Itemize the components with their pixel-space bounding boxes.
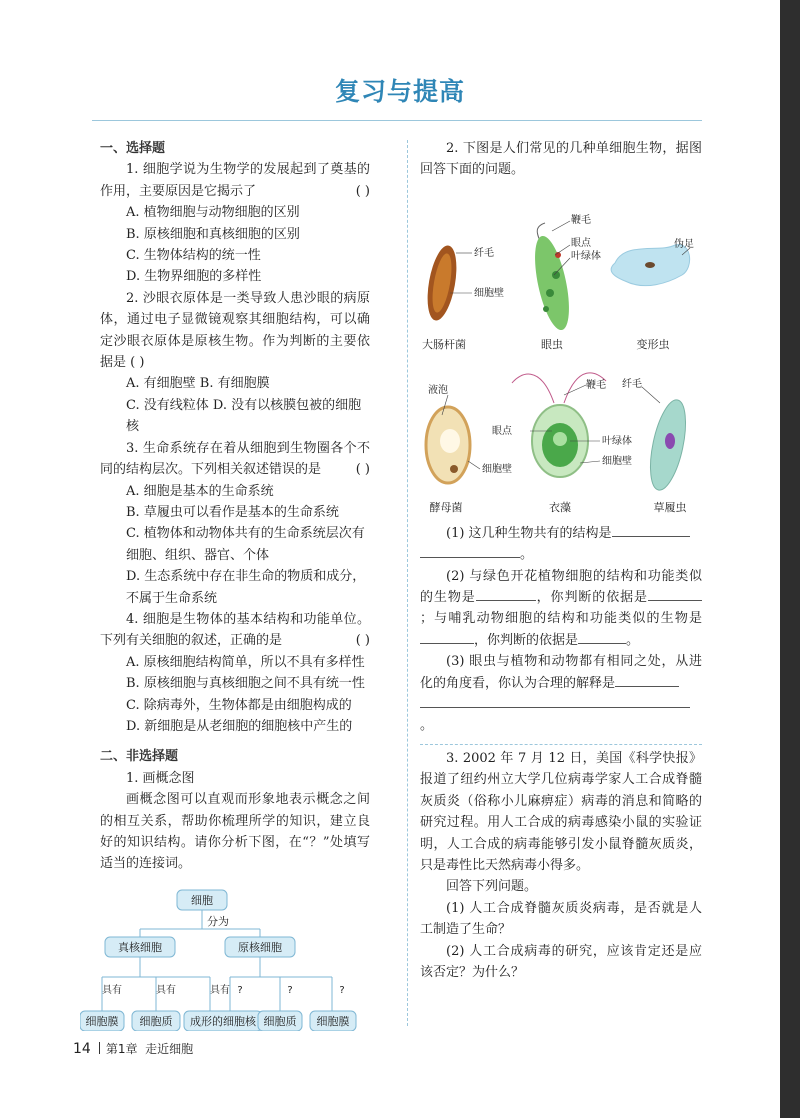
q2-sub2d: ，你判断的依据是 — [474, 632, 579, 648]
label-cellwall-3: 细胞壁 — [482, 463, 512, 475]
question-divider — [420, 744, 702, 745]
label-eyespot-2: 眼点 — [492, 425, 512, 437]
title-rule — [92, 120, 702, 121]
label-flagellum-1: 鞭毛 — [571, 214, 591, 226]
q3-sub2: (2) 人工合成病毒的研究，应该肯定还是应该否定？为什么？ — [420, 943, 702, 980]
organism-figure — [420, 183, 702, 519]
caption-ecoli: 大肠杆菌 — [422, 337, 466, 351]
page-title: 复习与提高 — [334, 77, 465, 106]
q4-option-a: A. 原核细胞结构简单，所以不具有多样性 — [126, 654, 365, 670]
answer-blank[interactable] — [615, 686, 679, 687]
page-footer — [73, 1040, 193, 1057]
label-pseudopod: 伪足 — [674, 238, 694, 250]
q4-option-b: B. 原核细胞与真核细胞之间不具有统一性 — [126, 676, 365, 692]
concept-leaf-4-label: 细胞质 — [263, 1014, 297, 1028]
label-chloroplast-2: 叶绿体 — [602, 435, 632, 447]
caption-amoeba: 变形虫 — [636, 337, 670, 351]
concept-leaf-1-label: 细胞膜 — [85, 1014, 119, 1028]
q2-sub3-text: (3) 眼虫与植物和动物都有相同之处，从进化的角度看，你认为合理的解释是 — [420, 654, 702, 691]
q2-sub3 — [420, 651, 702, 737]
q2-period: 。 — [520, 547, 534, 563]
q2-sub2 — [420, 566, 702, 652]
q2-sub2a: (2) 与绿色开花植物细胞的结构和功能类似的生物是 — [420, 568, 702, 606]
q2-stem: 2. 沙眼衣原体是一类导致人患沙眼的病原体，通过电子显微镜观察其细胞结构，可以确定沙眼衣原体是原核生物。作为判断的主要依据是 ( ) — [100, 290, 370, 371]
q2-sub1 — [420, 523, 702, 566]
q2-period: 。 — [420, 718, 434, 734]
caption-paramecium: 草履虫 — [653, 500, 687, 514]
right-column — [420, 138, 702, 983]
answer-blank[interactable] — [578, 643, 626, 644]
concept-link-3: 具有 — [210, 984, 230, 996]
q4-paren: ( ) — [355, 633, 370, 649]
concept-root-label: 细胞 — [191, 893, 213, 907]
page-edge — [780, 0, 800, 1118]
page-number: 14 — [73, 1041, 91, 1057]
q2-sub2c: ；与哺乳动物细胞的结构和功能类似的生物是 — [420, 611, 702, 627]
concept-map — [80, 881, 380, 1031]
answer-blank[interactable] — [420, 707, 690, 708]
label-eyespot-1: 眼点 — [571, 237, 591, 249]
q2-sub1-text: (1) 这几种生物共有的结构是 — [446, 525, 612, 541]
label-cilia-2: 纤毛 — [622, 378, 642, 390]
concept-map-instructions: 画概念图可以直观而形象地表示概念之间的相互关系，帮助你梳理所学的知识，建立良好的知识结构。请你分析下图，在“？”处填写适当的连接词。 — [100, 792, 370, 872]
label-cilia-1: 纤毛 — [474, 247, 494, 259]
q1-option-b: B. 原核细胞和真核细胞的区别 — [126, 226, 300, 242]
question-2 — [100, 288, 370, 438]
concept-leaf-2-label: 细胞质 — [139, 1014, 173, 1028]
concept-link-4: ? — [237, 984, 243, 996]
q1-option-a: A. 植物细胞与动物细胞的区别 — [126, 205, 300, 221]
q2-option-cd: C. 没有线粒体 D. 没有以核膜包被的细胞核 — [126, 397, 362, 435]
concept-link-5: ? — [287, 984, 293, 996]
answer-blank[interactable] — [420, 557, 520, 558]
concept-mid-1: 真核细胞 — [118, 940, 162, 954]
answer-blank[interactable] — [612, 536, 690, 537]
concept-map-title: 1. 画概念图 — [126, 770, 195, 786]
label-vacuole: 液泡 — [428, 384, 448, 396]
label-flagellum-2: 鞭毛 — [586, 379, 606, 391]
caption-euglena: 眼虫 — [541, 337, 563, 351]
concept-root-link: 分为 — [207, 914, 229, 928]
q1-option-c: C. 生物体结构的统一性 — [126, 248, 261, 264]
ecoli-image — [423, 243, 462, 322]
q2-option-ab: A. 有细胞壁 B. 有细胞膜 — [126, 376, 270, 392]
question-4 — [100, 609, 370, 737]
q1-paren: ( ) — [355, 183, 370, 199]
q3-prompt: 回答下列问题。 — [446, 879, 538, 895]
euglena-image — [528, 223, 575, 333]
q3-paren: ( ) — [355, 462, 370, 478]
answer-blank[interactable] — [476, 600, 536, 601]
q2-period: 。 — [626, 632, 640, 648]
q3-stem: 3. 2002 年 7 月 12 日，美国《科学快报》报道了纽约州立大学几位病毒学家人工合成脊髓灰质炎（俗称小儿麻痹症）病毒的消息和简略的研究过程。用人工合成的病毒感染小鼠的实验证明，人工合成的病毒能够引发小鼠脊髓灰质炎，只是毒性比天然病毒小得多。 — [420, 750, 702, 873]
amoeba-image — [611, 244, 690, 285]
q4-option-c: C. 除病毒外，生物体都是由细胞构成的 — [126, 697, 352, 713]
answer-blank[interactable] — [420, 643, 474, 644]
concept-link-1: 具有 — [102, 984, 122, 996]
section2-heading: 二、非选择题 — [100, 749, 179, 765]
q1-stem: 1. 细胞学说为生物学的发展起到了奠基的作用，主要原因是它揭示了 — [100, 162, 370, 199]
q3-option-c: C. 植物体和动物体共有的生命系统层次有细胞、组织、器官、个体 — [126, 526, 365, 563]
q3-option-b: B. 草履虫可以看作是基本的生命系统 — [126, 504, 339, 520]
concept-link-2: 具有 — [156, 984, 176, 996]
concept-mid-2: 原核细胞 — [238, 940, 282, 954]
q3-stem: 3. 生命系统存在着从细胞到生物圈各个不同的结构层次。下列相关叙述错误的是 — [100, 440, 370, 478]
q2-right-stem: 2. 下图是人们常见的几种单细胞生物，据图回答下面的问题。 — [420, 141, 702, 178]
concept-link-6: ? — [339, 984, 345, 996]
q4-option-d: D. 新细胞是从老细胞的细胞核中产生的 — [126, 718, 353, 734]
concept-leaf-5-label: 细胞膜 — [316, 1014, 350, 1028]
chapter-title: 走近细胞 — [145, 1042, 194, 1056]
footer-divider — [99, 1042, 100, 1054]
caption-chlamydomonas: 衣藻 — [549, 500, 571, 514]
q3-option-d: D. 生态系统中存在非生命的物质和成分，不属于生命系统 — [126, 569, 366, 606]
question-3 — [100, 438, 370, 609]
column-separator — [407, 140, 408, 1026]
q3-sub1: (1) 人工合成脊髓灰质炎病毒，是否就是人工制造了生命？ — [420, 900, 702, 938]
paramecium-image — [644, 397, 692, 493]
q2-sub2b: ，你判断的依据是 — [535, 590, 648, 606]
label-cellwall-1: 细胞壁 — [474, 287, 504, 299]
chapter-number: 第1章 — [105, 1042, 138, 1056]
section1-heading: 一、选择题 — [100, 141, 166, 156]
q1-option-d: D. 生物界细胞的多样性 — [126, 269, 262, 285]
q3-option-a: A. 细胞是基本的生命系统 — [126, 483, 274, 499]
concept-leaf-3-label: 成形的细胞核 — [190, 1014, 256, 1028]
caption-yeast: 酵母菌 — [429, 500, 463, 514]
left-column — [85, 138, 370, 1031]
question-1 — [100, 159, 370, 287]
yeast-image — [426, 407, 470, 483]
label-cellwall-2: 细胞壁 — [602, 455, 632, 467]
label-chloroplast-1: 叶绿体 — [571, 250, 601, 262]
answer-blank[interactable] — [648, 600, 702, 601]
q4-stem: 4. 细胞是生物体的基本结构和功能单位。下列有关细胞的叙述，正确的是 — [100, 611, 370, 649]
